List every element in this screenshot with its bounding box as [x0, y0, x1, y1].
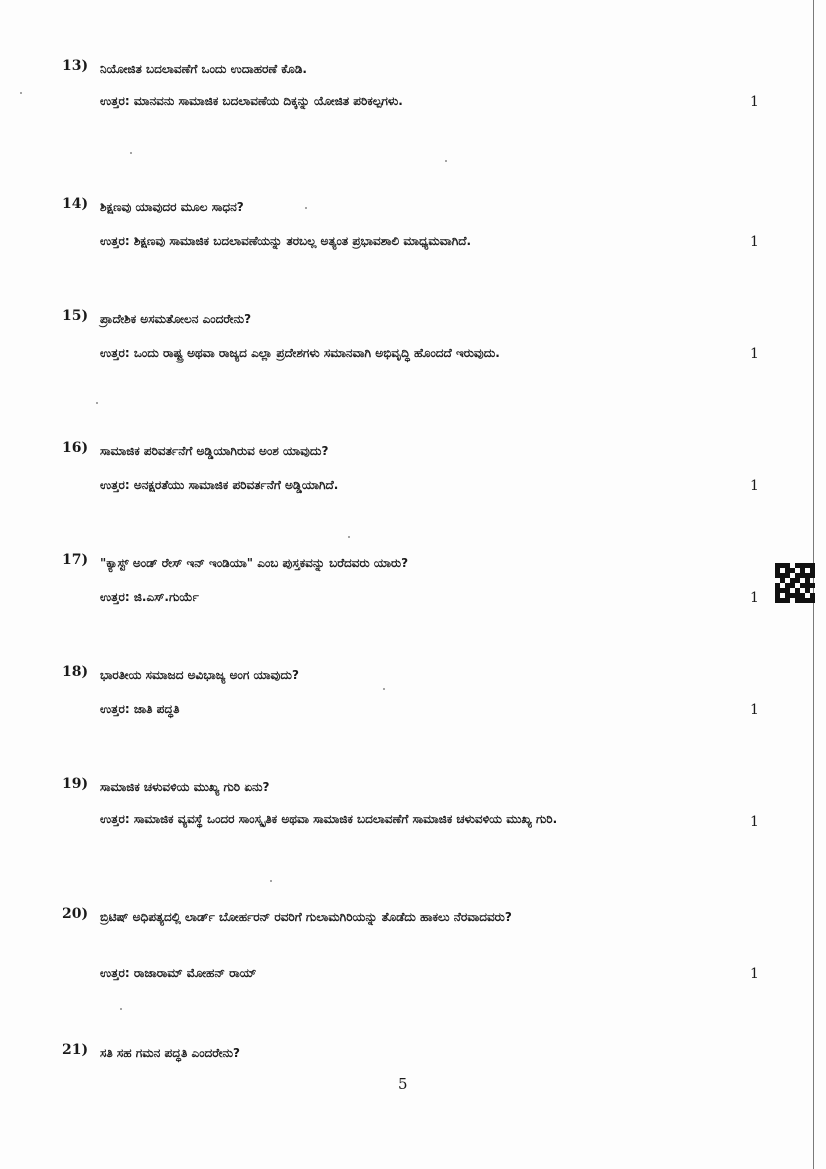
- answer-text: ಉತ್ತರ: ಮಾನವನು ಸಾಮಾಜಿಕ ಬದಲಾವಣೆಯ ದಿಕ್ಕನ್ನು ಯೋಜಿತ ಪರಿಕಲ್ಪಗಳು.: [100, 94, 403, 108]
- page-number: 5: [398, 1075, 408, 1093]
- scan-speck: [305, 207, 307, 209]
- marks-value: 1: [750, 346, 759, 362]
- question-text: ಬ್ರಿಟಿಷ್ ಅಧಿಪತ್ಯದಲ್ಲಿ ಲಾರ್ಡ್ ಬೋರ್ಹರನ್ ರವರಿಗೆ ಗುಲಾಮಗಿರಿಯನ್ನು ತೊಡೆದು ಹಾಕಲು ನೆರವಾದವರು?: [100, 910, 512, 924]
- question-text: ಶಿಕ್ಷಣವು ಯಾವುದರ ಮೂಲ ಸಾಧನ?: [100, 200, 244, 214]
- question-text: ಪ್ರಾದೇಶಿಕ ಅಸಮತೋಲನ ಎಂದರೇನು?: [100, 312, 252, 326]
- answer-text: ಉತ್ತರ: ಜಾತಿ ಪದ್ಧತಿ: [100, 702, 180, 716]
- scan-speck: [20, 92, 22, 94]
- question-text: ಸಾಮಾಜಿಕ ಪರಿವರ್ತನೆಗೆ ಅಡ್ಡಿಯಾಗಿರುವ ಅಂಶ ಯಾವುದು?: [100, 444, 329, 458]
- marks-value: 1: [750, 702, 759, 718]
- question-number: 15): [62, 308, 89, 324]
- scan-speck: [96, 402, 98, 404]
- marks-value: 1: [750, 590, 759, 606]
- qr-code-icon: [775, 563, 815, 603]
- marks-value: 1: [750, 966, 759, 982]
- question-number: 21): [62, 1042, 89, 1058]
- scan-speck: [270, 880, 272, 882]
- scan-speck: [348, 536, 350, 538]
- answer-text: ಉತ್ತರ: ಸಾಮಾಜಿಕ ವ್ಯವಸ್ಥೆ ಒಂದರ ಸಾಂಸ್ಕೃತಿಕ ಅಥವಾ ಸಾಮಾಜಿಕ ಬದಲಾವಣೆಗೆ ಸಾಮಾಜಿಕ ಚಳುವಳಿಯ ಮುಖ್ಯ ಗುರಿ.: [100, 812, 558, 826]
- question-text: ಸಾಮಾಜಿಕ ಚಳುವಳಿಯ ಮುಖ್ಯ ಗುರಿ ಏನು?: [100, 780, 270, 794]
- scan-speck: [445, 160, 447, 162]
- marks-value: 1: [750, 814, 759, 830]
- answer-text: ಉತ್ತರ: ಅನಕ್ಷರತೆಯು ಸಾಮಾಜಿಕ ಪರಿವರ್ತನೆಗೆ ಅಡ್ಡಿಯಾಗಿದೆ.: [100, 478, 339, 492]
- scan-speck: [120, 1008, 122, 1010]
- marks-value: 1: [750, 94, 759, 110]
- question-text: ಸತಿ ಸಹ ಗಮನ ಪದ್ಧತಿ ಎಂದರೇನು?: [100, 1046, 240, 1060]
- answer-text: ಉತ್ತರ: ರಾಜಾರಾಮ್ ಮೋಹನ್ ರಾಯ್: [100, 966, 257, 980]
- question-text: ಭಾರತೀಯ ಸಮಾಜದ ಅವಿಭಾಜ್ಯ ಅಂಗ ಯಾವುದು?: [100, 668, 299, 682]
- question-number: 13): [62, 58, 89, 74]
- question-number: 18): [62, 664, 89, 680]
- answer-text: ಉತ್ತರ: ಶಿಕ್ಷಣವು ಸಾಮಾಜಿಕ ಬದಲಾವಣೆಯನ್ನು ತರಬಲ್ಲ ಅತ್ಯಂತ ಪ್ರಭಾವಶಾಲಿ ಮಾಧ್ಯಮವಾಗಿದೆ.: [100, 234, 472, 248]
- question-number: 14): [62, 196, 89, 212]
- scan-speck: [383, 688, 385, 690]
- marks-value: 1: [750, 234, 759, 250]
- question-number: 17): [62, 552, 89, 568]
- marks-value: 1: [750, 478, 759, 494]
- question-number: 16): [62, 440, 89, 456]
- scan-speck: [130, 152, 132, 154]
- answer-text: ಉತ್ತರ: ಜಿ.ಎಸ್.ಗುರ್ಯೆ: [100, 590, 199, 604]
- question-number: 20): [62, 906, 89, 922]
- question-text: "ಕ್ಯಾಸ್ಟ್ ಅಂಡ್ ರೇಸ್ ಇನ್ ಇಂಡಿಯಾ" ಎಂಬ ಪುಸ್ತಕವನ್ನು ಬರೆದವರು ಯಾರು?: [100, 556, 409, 570]
- question-number: 19): [62, 776, 89, 792]
- answer-text: ಉತ್ತರ: ಒಂದು ರಾಷ್ಟ್ರ ಅಥವಾ ರಾಜ್ಯದ ಎಲ್ಲಾ ಪ್ರದೇಶಗಳು ಸಮಾನವಾಗಿ ಅಭಿವೃದ್ಧಿ ಹೊಂದದೆ ಇರುವುದು.: [100, 346, 500, 360]
- question-text: ನಿಯೋಜಿತ ಬದಲಾವಣೆಗೆ ಒಂದು ಉದಾಹರಣೆ ಕೊಡಿ.: [100, 62, 307, 76]
